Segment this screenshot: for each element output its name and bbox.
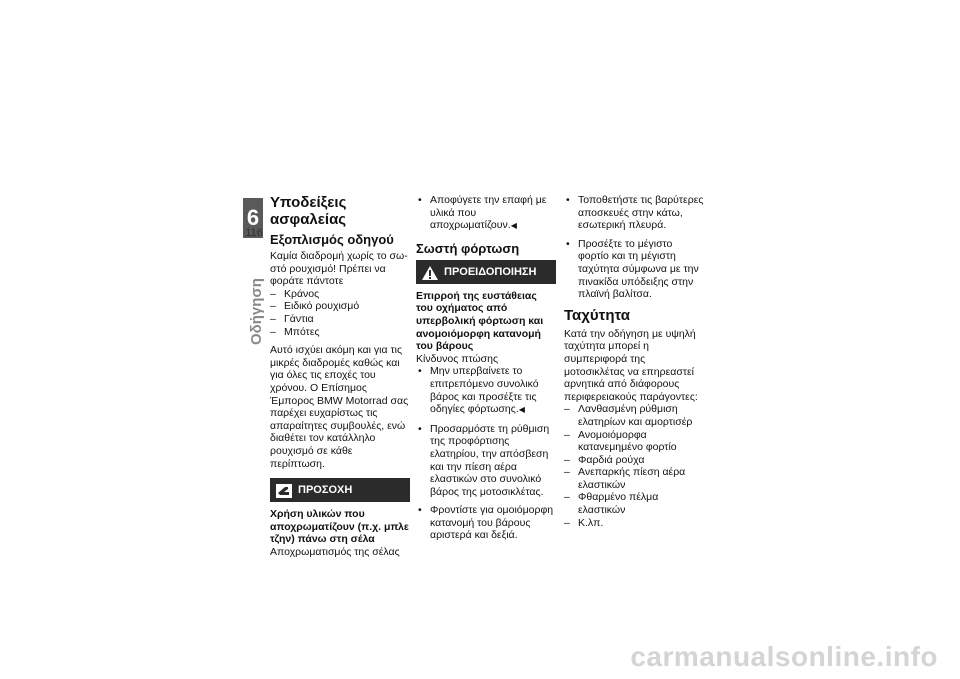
notice-actions	[416, 194, 556, 233]
list-item: • Φροντίστε για ομοιόμορφη κατανομή του βάρους αριστερά και δεξιά.	[416, 504, 556, 542]
list-item: – Γάντια	[270, 313, 410, 326]
warning-triangle-icon	[422, 265, 438, 279]
notice-text: Αποχρωματισμός της σέλας	[270, 545, 400, 558]
page-title: Υποδείξεις ασφαλείας	[270, 194, 347, 228]
speed-paragraph: Κατά την οδήγηση με υψηλή ταχύτητα μπορεί η συμπεριφορά της μοτοσικλέτας να επηρεαστεί αρνητικά από διάφορους περιφερειακούς παράγοντες:	[564, 327, 698, 403]
column-1	[270, 194, 410, 566]
equipment-list	[270, 288, 410, 338]
list-item: • Προσέξτε το μέγιστο φορτίο και τη μέγιστη ταχύτητα σύμφωνα με την πινακίδα υπόδειξης στην πλαϊνή βαλίτσα.	[564, 238, 704, 301]
column-3	[564, 194, 704, 535]
list-item: – Μπότες	[270, 326, 410, 339]
loading-actions-cont	[564, 194, 704, 301]
warning-text: Κίνδυνος πτώσης	[416, 352, 499, 365]
end-mark-icon: ◀	[518, 405, 525, 415]
warning-label: ΠΡΟΕΙΔΟΠΟΙΗΣΗ	[444, 265, 537, 278]
equipment-paragraph: Αυτό ισχύει ακόμη και για τις μικρές διαδρομές καθώς και για όλες τις εποχές του χρόνου. Ο Επίσημος Έμπορος BMW Motorrad σας παρέχει ευχαρίστως τις απαραίτητες συμβουλές, ενώ διαθέτει τον κατάλληλο ρουχισμό σε κάθε περίπτωση.	[270, 344, 409, 470]
warning-box	[416, 260, 556, 284]
section-heading-speed: Ταχύτητα	[564, 306, 630, 324]
page-number: 116	[245, 227, 263, 239]
section-title-vertical: Οδήγηση	[248, 278, 265, 345]
column-2	[416, 194, 556, 548]
list-item: • Μην υπερβαίνετε το επιτρεπόμενο συνολικό βάρος και προσέξτε τις οδηγίες φόρτωσης.◀	[416, 365, 556, 416]
section-heading-loading: Σωστή φόρτωση	[416, 240, 520, 256]
notice-title: Χρήση υλικών που αποχρωματίζουν (π.χ. μπλε τζην) πάνω στη σέλα	[270, 508, 409, 546]
list-item: – Φθαρμένο πέλμα ελαστικών	[564, 491, 704, 516]
warning-title: Επιρροή της ευστάθειας του οχήματος από υπερβολική φόρτωση και ανομοιόμορφη κατανομή του βάρους	[416, 289, 544, 353]
speed-factors	[564, 403, 704, 529]
list-item: • Τοποθετήστε τις βαρύτερες αποσκευές στην κάτω, εσωτερική πλευρά.	[564, 194, 704, 232]
loading-actions	[416, 365, 556, 542]
list-item: • Αποφύγετε την επαφή με υλικά που αποχρωματίζουν.◀	[416, 194, 556, 233]
section-heading-equipment: Εξοπλισμός οδηγού	[270, 232, 394, 247]
notice-box	[270, 478, 410, 502]
list-item: • Προσαρμόστε τη ρύθμιση της προφόρτισης ελατηρίου, την απόσβεση και την πίεση αέρα ελαστικών στο συνολικό βάρος της μοτοσικλέτας.	[416, 423, 556, 499]
watermark: carmanualsonline.info	[630, 641, 938, 672]
list-item: – Κράνος	[270, 288, 410, 301]
notice-hand-icon	[276, 483, 292, 497]
end-mark-icon: ◀	[510, 221, 517, 231]
equipment-intro: Καμία διαδρομή χωρίς το σωστό ρουχισμό! Πρέπει να φοράτε πάντοτε	[270, 250, 408, 288]
list-item: – Ειδικό ρουχισμό	[270, 300, 410, 313]
list-item: – Ανεπαρκής πίεση αέρα ελαστικών	[564, 466, 704, 491]
list-item: – Φαρδιά ρούχα	[564, 454, 704, 467]
list-item: – Λανθασμένη ρύθμιση ελατηρίων και αμορτισέρ	[564, 403, 704, 428]
list-item: – Κ.λπ.	[564, 517, 704, 530]
notice-label: ΠΡΟΣΟΧΗ	[298, 484, 353, 497]
chapter-tab: 6	[243, 198, 263, 238]
list-item: – Ανομοιόμορφα κατανεμημένο φορτίο	[564, 429, 704, 454]
